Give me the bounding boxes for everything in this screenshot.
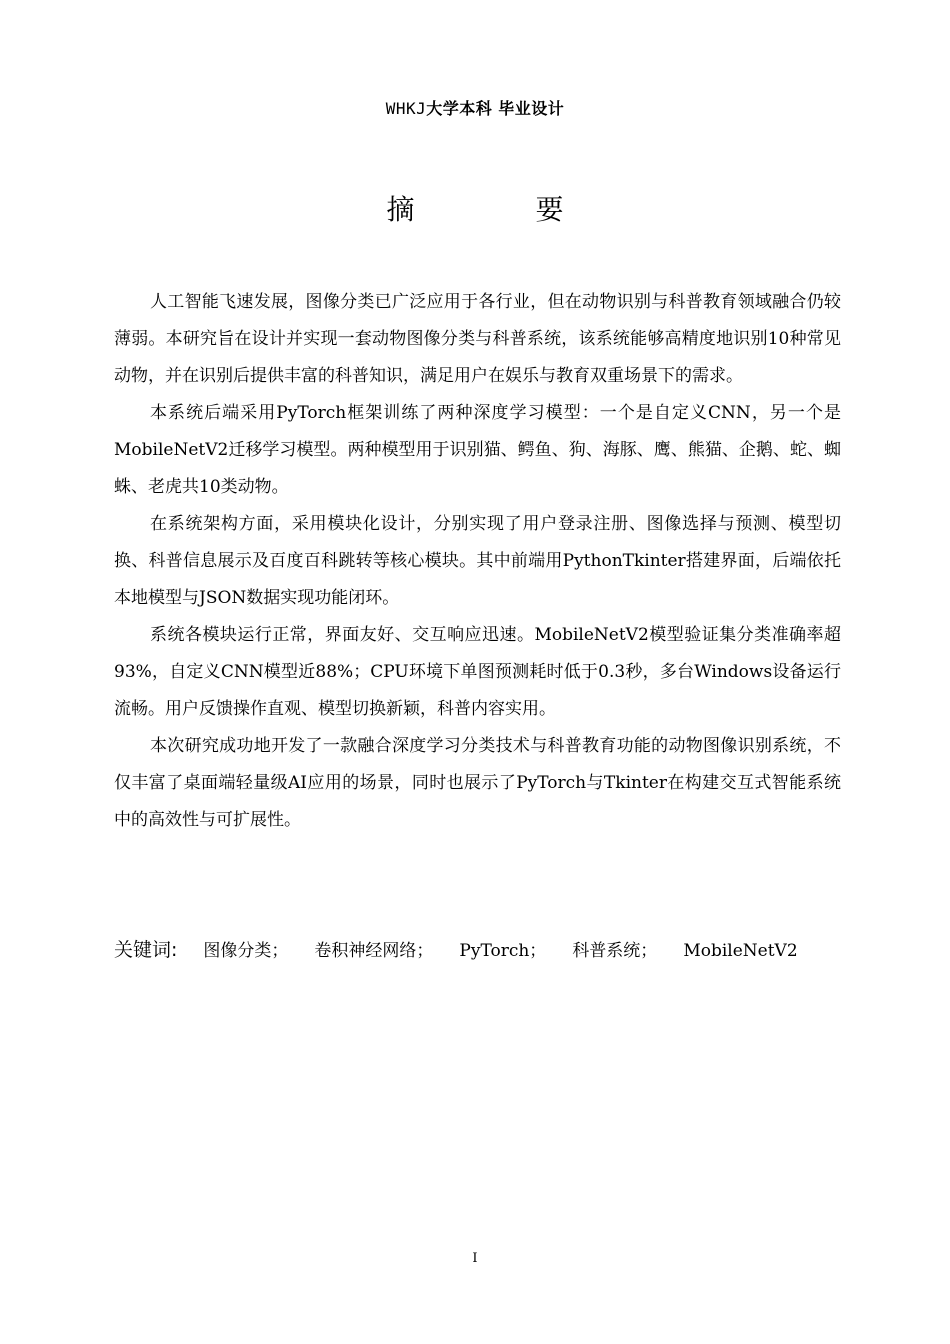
page-number: I: [472, 1251, 478, 1266]
header-label: 大学本科 毕业设计: [426, 99, 565, 118]
page-header: [0, 97, 950, 121]
abstract-body: [114, 284, 841, 839]
keywords-label: 关键词:: [114, 939, 178, 961]
abstract-paragraph: 系统各模块运行正常，界面友好、交互响应迅速。MobileNetV2模型验证集分类准确率超93%，自定义CNN模型近88%；CPU环境下单图预测耗时低于0.3秒，多台Windows设备运行流畅。用户反馈操作直观、模型切换新颖，科普内容实用。: [114, 625, 841, 719]
abstract-paragraph: 本次研究成功地开发了一款融合深度学习分类技术与科普教育功能的动物图像识别系统，不仅丰富了桌面端轻量级AI应用的场景，同时也展示了PyTorch与Tkinter在构建交互式智能系统中的高效性与可扩展性。: [114, 736, 841, 830]
abstract-paragraph: 人工智能飞速发展，图像分类已广泛应用于各行业，但在动物识别与科普教育领域融合仍较薄弱。本研究旨在设计并实现一套动物图像分类与科普系统，该系统能够高精度地识别10种常见动物，并在识别后提供丰富的科普知识，满足用户在娱乐与教育双重场景下的需求。: [114, 292, 841, 386]
abstract-title: 摘 要: [386, 193, 620, 226]
keyword-item: MobileNetV2: [683, 941, 798, 961]
abstract-paragraph: 在系统架构方面，采用模块化设计，分别实现了用户登录注册、图像选择与预测、模型切换、科普信息展示及百度百科跳转等核心模块。其中前端用PythonTkinter搭建界面，后端依托本地模型与JSON数据实现功能闭环。: [114, 514, 841, 608]
keywords-line: [114, 935, 874, 966]
keyword-item: 科普系统；: [572, 941, 658, 961]
abstract-paragraph: 本系统后端采用PyTorch框架训练了两种深度学习模型：一个是自定义CNN，另一个是MobileNetV2迁移学习模型。两种模型用于识别猫、鳄鱼、狗、海豚、鹰、熊猫、企鹅、蛇、蜘蛛、老虎共10类动物。: [114, 403, 841, 497]
keyword-item: PyTorch；: [459, 941, 547, 961]
header-school-code: WHKJ: [385, 99, 427, 118]
keyword-item: 图像分类；: [203, 941, 289, 961]
keyword-item: 卷积神经网络；: [314, 941, 434, 961]
